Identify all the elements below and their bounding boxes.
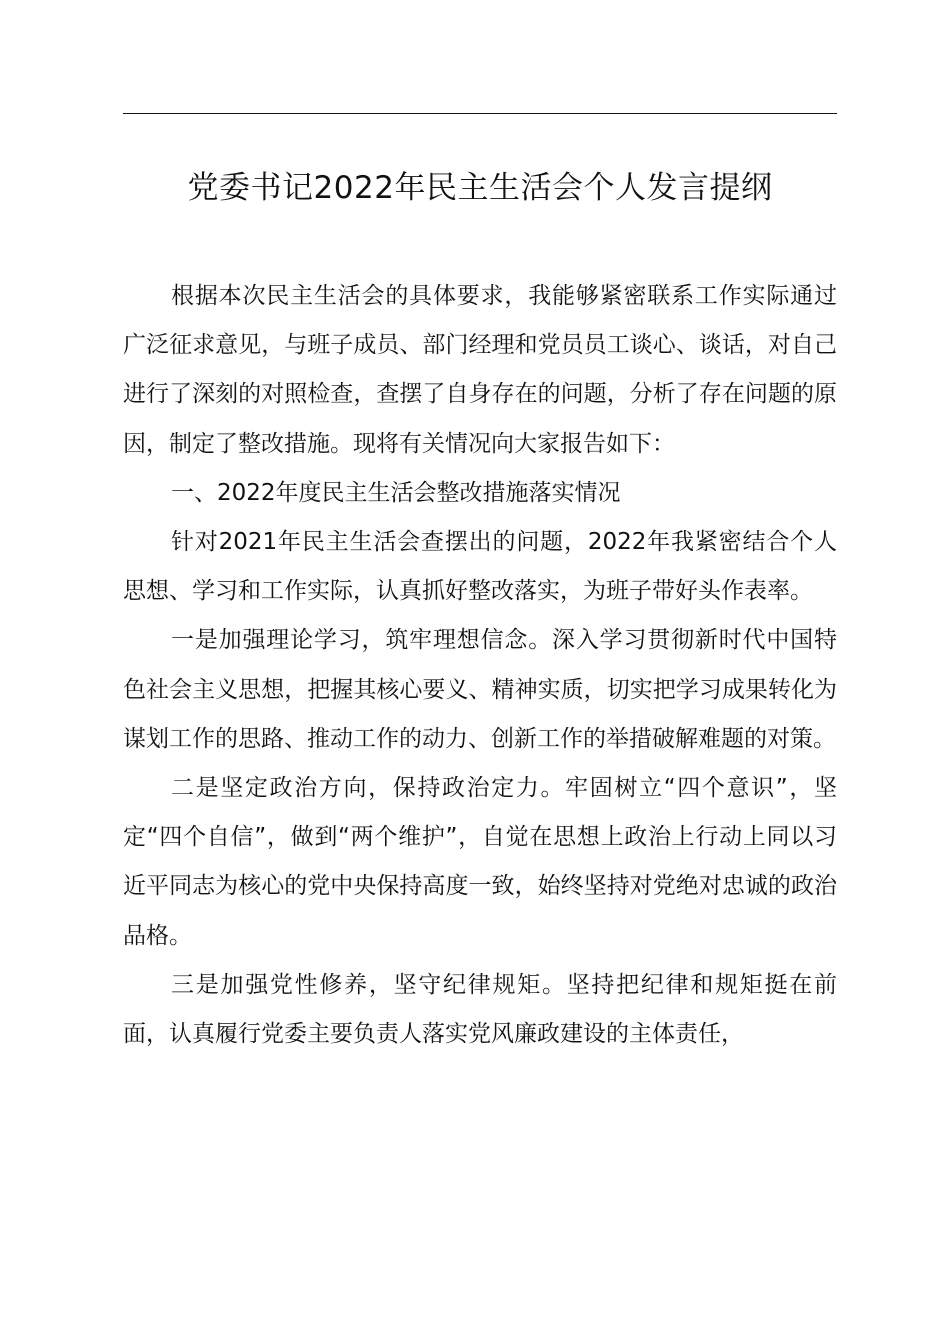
header-rule xyxy=(123,113,837,114)
document-body xyxy=(123,272,837,1059)
document-title: 党委书记2022年民主生活会个人发言提纲 xyxy=(187,170,773,206)
summary-paragraph: 针对2021年民主生活会查摆出的问题，2022年我紧密结合个人思想、学习和工作实际，认真抓好整改落实，为班子带好头作表率。 xyxy=(123,529,837,605)
point-two-paragraph: 二是坚定政治方向，保持政治定力。牢固树立“四个意识”，坚定“四个自信”，做到“两个维护”，自觉在思想上政治上行动上同以习近平同志为核心的党中央保持高度一致，始终坚持对党绝对忠诚的政治品格。 xyxy=(123,775,837,949)
point-three-paragraph: 三是加强党性修养，坚守纪律规矩。坚持把纪律和规矩挺在前面，认真履行党委主要负责人落实党风廉政建设的主体责任， xyxy=(123,971,837,1048)
intro-paragraph: 根据本次民主生活会的具体要求，我能够紧密联系工作实际通过广泛征求意见，与班子成员、部门经理和党员员工谈心、谈话，对自己进行了深刻的对照检查，查摆了自身存在的问题，分析了存在问题的原因，制定了整改措施。现将有关情况向大家报告如下： xyxy=(123,283,837,457)
section-heading: 一、2022年度民主生活会整改措施落实情况 xyxy=(171,479,621,506)
point-one-paragraph: 一是加强理论学习，筑牢理想信念。深入学习贯彻新时代中国特色社会主义思想，把握其核心要义、精神实质，切实把学习成果转化为谋划工作的思路、推动工作的动力、创新工作的举措破解难题的对策。 xyxy=(123,627,837,752)
